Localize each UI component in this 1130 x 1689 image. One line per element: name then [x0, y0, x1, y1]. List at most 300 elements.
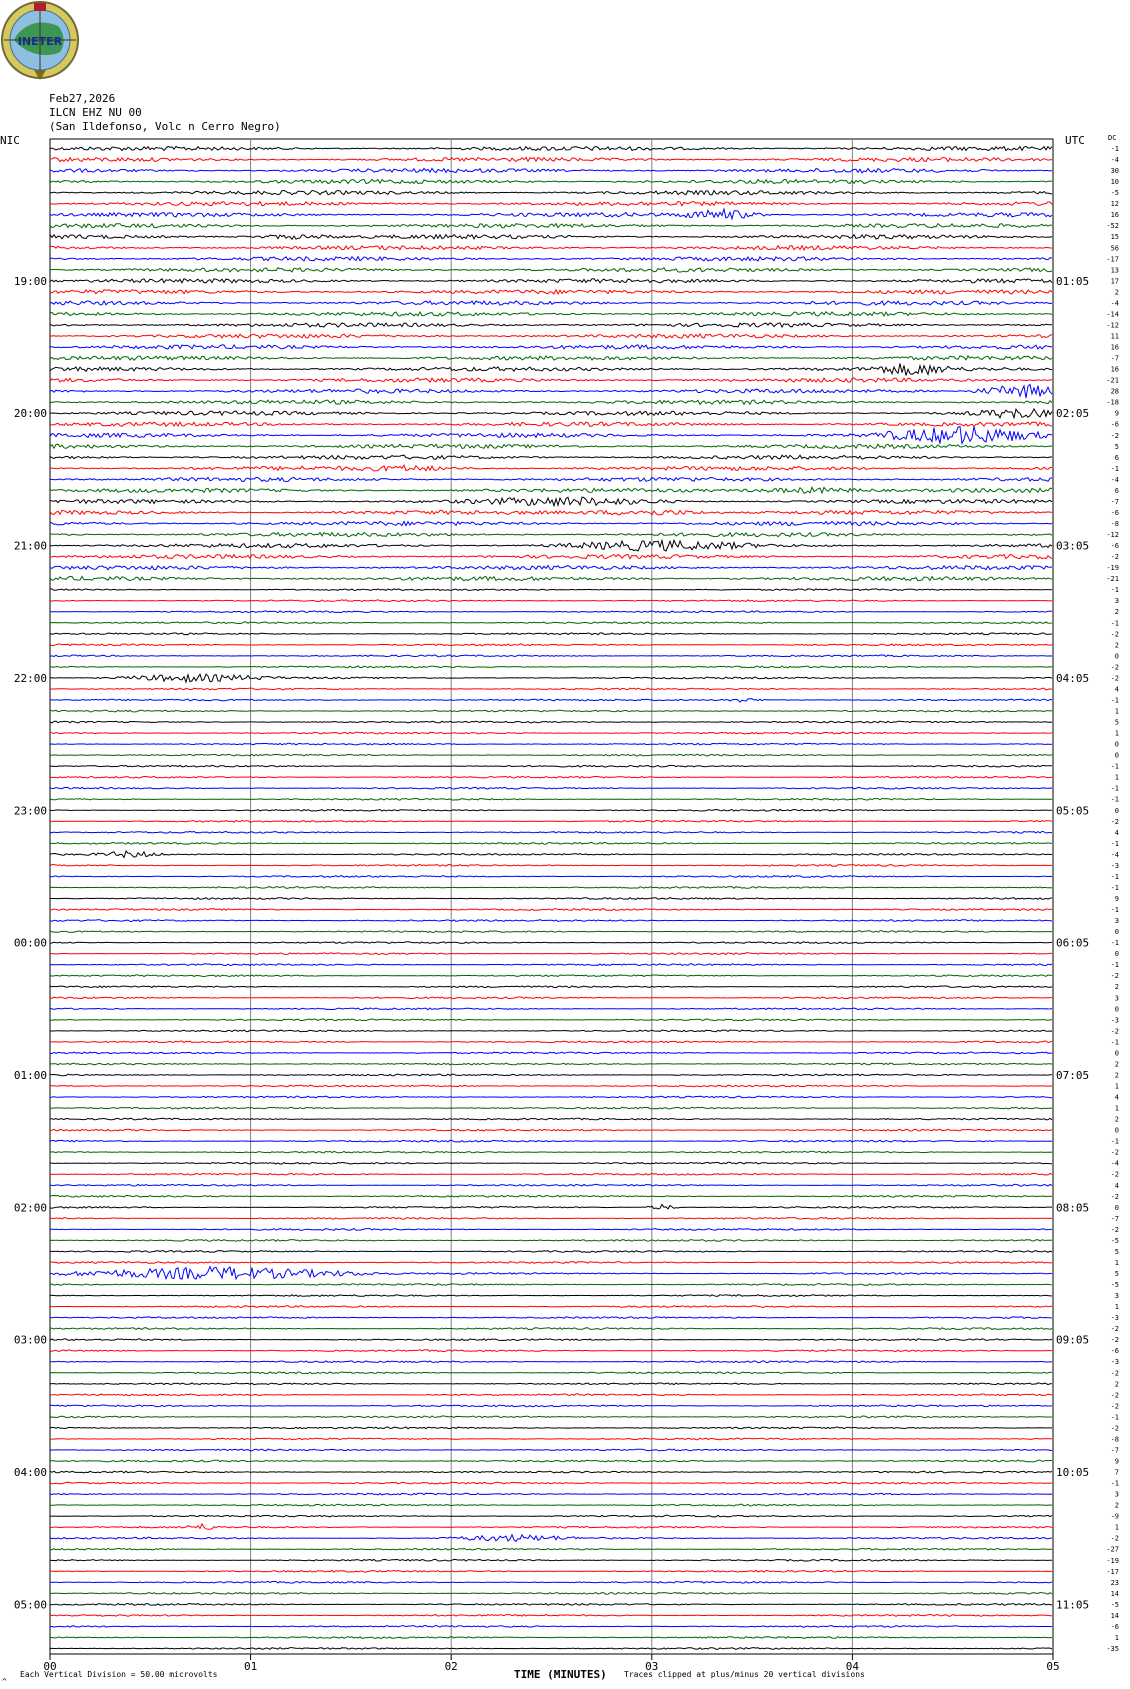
dc-offset-label: -1 — [1110, 1413, 1119, 1422]
dc-offset-label: 2 — [1114, 1501, 1119, 1510]
dc-offset-label: -9 — [1110, 1512, 1119, 1521]
seismic-trace — [50, 268, 1052, 272]
dc-offset-label: -4 — [1110, 299, 1119, 308]
dc-offset-label: 2 — [1114, 1115, 1119, 1124]
dc-offset-label: 4 — [1114, 828, 1119, 837]
seismic-trace — [50, 1427, 1052, 1429]
seismic-trace — [50, 920, 1052, 922]
corner-mark: ^ — [2, 1677, 7, 1686]
dc-offset-label: -6 — [1110, 1622, 1119, 1631]
seismic-trace — [50, 1063, 1052, 1065]
dc-offset-label: -2 — [1110, 1402, 1119, 1411]
seismic-trace — [50, 522, 1052, 526]
dc-offset-label: -3 — [1110, 1358, 1119, 1367]
x-tick-label: 04 — [845, 1660, 860, 1673]
seismic-trace — [50, 865, 1052, 867]
seismic-trace — [50, 820, 1052, 822]
dc-offset-label: -1 — [1110, 696, 1119, 705]
dc-offset-label: 1 — [1114, 1523, 1119, 1532]
dc-offset-label: 3 — [1114, 597, 1119, 606]
dc-offset-label: 2 — [1114, 1060, 1119, 1069]
dc-offset-label: 1 — [1114, 1104, 1119, 1113]
right-axis-title: UTC — [1065, 134, 1085, 147]
dc-offset-label: 0 — [1114, 740, 1119, 749]
seismic-trace — [50, 754, 1052, 756]
dc-offset-label: 9 — [1114, 895, 1119, 903]
dc-offset-label: 2 — [1114, 1380, 1119, 1389]
dc-offset-label: -1 — [1110, 939, 1119, 948]
dc-offset-label: -2 — [1110, 1170, 1119, 1179]
seismic-trace — [50, 831, 1052, 833]
dc-offset-label: -2 — [1110, 972, 1119, 981]
dc-offset-label: -1 — [1110, 586, 1119, 595]
seismic-trace — [50, 1372, 1052, 1374]
left-time-label: 20:00 — [13, 407, 47, 421]
dc-offset-label: 30 — [1110, 167, 1119, 176]
scale-note: Each Vertical Division = 50.00 microvolts — [20, 1670, 218, 1679]
seismic-trace — [50, 787, 1052, 789]
seismic-trace — [50, 1229, 1052, 1231]
dc-offset-label: 14 — [1110, 1611, 1119, 1620]
date-label: Feb27,2026 — [49, 92, 116, 105]
dc-header: DC — [1108, 134, 1117, 142]
dc-offset-label: 3 — [1114, 1490, 1119, 1499]
dc-offset-label: 1 — [1114, 1633, 1119, 1642]
dc-offset-label: 10 — [1110, 178, 1119, 187]
seismic-trace — [50, 1471, 1052, 1473]
dc-offset-label: -18 — [1106, 398, 1119, 407]
right-time-label: 09:05 — [1056, 1333, 1090, 1347]
seismic-trace — [50, 477, 1052, 481]
dc-offset-label: 2 — [1114, 608, 1119, 617]
seismic-trace — [50, 1267, 1052, 1280]
dc-offset-label: 2 — [1114, 641, 1119, 650]
seismic-trace — [50, 1218, 1052, 1220]
dc-offset-label: 12 — [1110, 200, 1119, 209]
dc-offset-label: 0 — [1114, 806, 1119, 815]
seismic-trace — [50, 290, 1052, 294]
seismic-trace — [50, 1107, 1052, 1109]
seismic-trace — [50, 1416, 1052, 1418]
dc-offset-label: 2 — [1114, 1071, 1119, 1080]
dc-offset-label: -1 — [1110, 619, 1119, 628]
dc-offset-label: -1 — [1110, 1479, 1119, 1488]
seismic-trace — [50, 1515, 1052, 1517]
seismic-trace — [50, 555, 1052, 559]
seismic-trace — [50, 1096, 1052, 1098]
dc-offset-label: 4 — [1114, 1093, 1119, 1102]
dc-offset-label: 11 — [1110, 332, 1119, 341]
dc-offset-label: 28 — [1110, 387, 1119, 396]
dc-offset-label: -2 — [1110, 1325, 1119, 1334]
x-tick-label: 05 — [1046, 1660, 1060, 1673]
seismic-trace — [50, 1184, 1052, 1186]
seismic-trace — [50, 688, 1052, 690]
dc-offset-label: -4 — [1110, 475, 1119, 484]
dc-offset-label: -1 — [1110, 1137, 1119, 1146]
seismic-trace — [50, 1449, 1052, 1451]
dc-offset-label: -2 — [1110, 817, 1119, 826]
seismic-trace — [50, 384, 1052, 398]
dc-offset-label: -19 — [1106, 1556, 1119, 1565]
dc-offset-label: 2 — [1114, 983, 1119, 992]
seismic-trace — [50, 1394, 1052, 1396]
right-time-label: 05:05 — [1056, 804, 1090, 818]
dc-offset-label: -2 — [1110, 431, 1119, 440]
seismic-trace — [50, 655, 1052, 657]
seismic-trace — [50, 224, 1052, 228]
dc-offset-label: 1 — [1114, 773, 1119, 782]
dc-offset-label: 5 — [1114, 1247, 1119, 1256]
dc-offset-label: 0 — [1114, 950, 1119, 959]
seismic-trace — [50, 179, 1052, 183]
dc-offset-label: -21 — [1106, 376, 1119, 385]
seismic-trace — [50, 644, 1052, 646]
left-time-label: 19:00 — [13, 274, 47, 288]
seismic-trace — [50, 400, 1052, 404]
dc-offset-label: -4 — [1110, 850, 1119, 859]
dc-offset-label: -12 — [1106, 531, 1119, 540]
dc-offset-label: 3 — [1114, 994, 1119, 1003]
seismic-trace — [50, 1019, 1052, 1021]
seismic-trace — [50, 1151, 1052, 1153]
left-time-label: 04:00 — [13, 1466, 47, 1480]
dc-offset-label: -7 — [1110, 1214, 1119, 1223]
seismic-trace — [50, 168, 1052, 172]
seismic-trace — [50, 1118, 1052, 1120]
x-tick-label: 03 — [645, 1660, 659, 1673]
dc-offset-label: 56 — [1110, 244, 1119, 253]
seismic-trace — [50, 409, 1052, 418]
dc-offset-label: -2 — [1110, 1336, 1119, 1345]
seismic-trace — [50, 209, 1052, 219]
seismic-trace — [50, 279, 1052, 283]
seismic-trace — [50, 1524, 1052, 1529]
right-time-label: 08:05 — [1056, 1201, 1090, 1215]
dc-offset-label: -2 — [1110, 674, 1119, 683]
dc-offset-label: 2 — [1114, 288, 1119, 297]
dc-offset-label: 15 — [1110, 233, 1119, 242]
dc-offset-label: 0 — [1114, 1005, 1119, 1014]
seismic-trace — [50, 809, 1052, 811]
seismic-trace — [50, 444, 1052, 448]
seismic-trace — [50, 898, 1052, 900]
dc-offset-label: -17 — [1106, 1567, 1119, 1576]
left-time-label: 02:00 — [13, 1201, 47, 1215]
seismic-trace — [50, 1295, 1052, 1297]
dc-offset-label: -4 — [1110, 1159, 1119, 1168]
dc-offset-label: 1 — [1114, 707, 1119, 716]
seismic-trace — [50, 1535, 1052, 1542]
seismic-trace — [50, 1195, 1052, 1197]
dc-offset-label: -7 — [1110, 1446, 1119, 1455]
dc-offset-label: -2 — [1110, 1027, 1119, 1036]
logo-text: INETER — [17, 35, 63, 48]
dc-offset-label: -7 — [1110, 354, 1119, 363]
seismic-trace — [50, 710, 1052, 712]
x-tick-label: 01 — [243, 1660, 258, 1673]
seismic-trace — [50, 1637, 1052, 1639]
dc-offset-label: -52 — [1106, 222, 1119, 231]
dc-offset-label: 13 — [1110, 266, 1119, 275]
seismic-trace — [50, 1626, 1052, 1628]
dc-offset-label: 4 — [1114, 685, 1119, 694]
seismic-trace — [50, 1405, 1052, 1407]
seismic-trace — [50, 533, 1052, 537]
dc-offset-label: 5 — [1114, 718, 1119, 727]
seismic-trace — [50, 422, 1052, 426]
seismic-trace — [50, 1460, 1052, 1462]
dc-offset-label: -1 — [1110, 906, 1119, 915]
seismic-trace — [50, 1615, 1052, 1617]
seismic-trace — [50, 1317, 1052, 1319]
right-time-label: 03:05 — [1056, 539, 1090, 553]
left-time-label: 03:00 — [13, 1333, 47, 1347]
seismic-trace — [50, 257, 1052, 261]
dc-offset-label: -5 — [1110, 189, 1119, 198]
dc-offset-label: -1 — [1110, 961, 1119, 970]
seismic-trace — [50, 455, 1052, 459]
seismic-trace — [50, 235, 1052, 240]
seismic-trace — [50, 732, 1052, 734]
seismic-trace — [50, 1140, 1052, 1142]
dc-offset-label: -1 — [1110, 1038, 1119, 1047]
seismic-trace — [50, 843, 1052, 845]
seismic-trace — [50, 1361, 1052, 1363]
dc-offset-label: 6 — [1114, 486, 1119, 495]
seismic-trace — [50, 798, 1052, 800]
dc-offset-label: -5 — [1110, 1281, 1119, 1290]
seismic-trace — [50, 1074, 1052, 1076]
right-time-label: 10:05 — [1056, 1466, 1090, 1480]
dc-offset-label: 7 — [1114, 1468, 1119, 1477]
seismic-trace — [50, 942, 1052, 944]
seismic-trace — [50, 1593, 1052, 1595]
dc-offset-label: -1 — [1110, 883, 1119, 892]
right-time-label: 04:05 — [1056, 671, 1090, 685]
plot-frame — [50, 139, 1053, 1654]
dc-offset-label: 0 — [1114, 1049, 1119, 1058]
seismic-trace — [50, 1173, 1052, 1175]
seismic-trace — [50, 1052, 1052, 1054]
dc-offset-label: -8 — [1110, 520, 1119, 529]
seismic-trace — [50, 699, 1052, 702]
left-time-label: 22:00 — [13, 671, 47, 685]
seismic-trace — [50, 1504, 1052, 1506]
seismic-trace — [50, 1548, 1052, 1550]
seismic-trace — [50, 1085, 1052, 1087]
seismic-trace — [50, 765, 1052, 767]
seismic-trace — [50, 1581, 1052, 1583]
seismic-trace — [50, 246, 1052, 250]
dc-offset-label: -8 — [1110, 1435, 1119, 1444]
seismic-trace — [50, 566, 1052, 570]
dc-offset-label: 16 — [1110, 211, 1119, 220]
dc-offset-label: 0 — [1114, 751, 1119, 760]
dc-offset-label: -2 — [1110, 1225, 1119, 1234]
clip-note: Traces clipped at plus/minus 20 vertical divisions — [624, 1670, 865, 1679]
dc-offset-label: -6 — [1110, 542, 1119, 551]
seismic-trace — [50, 876, 1052, 878]
x-axis-title: TIME (MINUTES) — [514, 1668, 607, 1681]
seismic-trace — [50, 1162, 1052, 1164]
station-label: ILCN EHZ NU 00 — [49, 106, 142, 119]
dc-offset-label: 1 — [1114, 1082, 1119, 1091]
seismic-trace — [50, 1438, 1052, 1440]
dc-offset-label: 17 — [1110, 277, 1119, 286]
seismic-trace — [50, 1240, 1052, 1242]
seismic-trace — [50, 1482, 1052, 1484]
location-label: (San Ildefonso, Volc n Cerro Negro) — [49, 120, 281, 133]
seismic-trace — [50, 997, 1052, 999]
seismic-trace — [50, 378, 1052, 382]
dc-offset-label: -1 — [1110, 872, 1119, 881]
dc-offset-label: 16 — [1110, 343, 1119, 352]
dc-offset-label: -5 — [1110, 1600, 1119, 1609]
dc-offset-label: -2 — [1110, 630, 1119, 639]
seismic-trace — [50, 146, 1052, 150]
dc-offset-label: 0 — [1114, 928, 1119, 937]
dc-offset-label: -1 — [1110, 145, 1119, 154]
seismic-trace — [50, 589, 1052, 591]
seismic-trace — [50, 465, 1052, 471]
seismic-trace — [50, 1339, 1052, 1341]
seismic-trace — [50, 577, 1052, 581]
seismic-trace — [50, 1604, 1052, 1606]
dc-offset-label: -27 — [1106, 1545, 1119, 1554]
seismic-trace — [50, 975, 1052, 977]
dc-offset-label: -21 — [1106, 575, 1119, 584]
seismic-trace — [50, 1008, 1052, 1010]
seismic-trace — [50, 510, 1052, 515]
seismic-trace — [50, 1205, 1052, 1210]
dc-offset-label: -6 — [1110, 420, 1119, 429]
seismic-trace — [50, 964, 1052, 966]
dc-offset-label: -2 — [1110, 663, 1119, 672]
seismic-trace — [50, 851, 1052, 857]
dc-offset-label: -1 — [1110, 784, 1119, 793]
seismic-trace — [50, 887, 1052, 889]
left-time-label: 00:00 — [13, 936, 47, 950]
seismic-trace — [50, 931, 1052, 933]
dc-offset-label: -1 — [1110, 839, 1119, 848]
seismic-trace — [50, 1284, 1052, 1286]
x-tick-label: 02 — [444, 1660, 458, 1673]
dc-offset-label: 14 — [1110, 1589, 1119, 1598]
seismic-trace — [50, 540, 1052, 551]
dc-offset-label: 1 — [1114, 1258, 1119, 1267]
dc-offset-label: -1 — [1110, 795, 1119, 804]
seismic-trace — [50, 674, 1052, 682]
dc-offset-label: 16 — [1110, 365, 1119, 374]
dc-offset-label: 0 — [1114, 1126, 1119, 1135]
dc-offset-label: 9 — [1114, 409, 1119, 418]
seismic-trace — [50, 1041, 1052, 1043]
dc-offset-label: -6 — [1110, 508, 1119, 517]
seismic-trace — [50, 345, 1052, 349]
seismic-trace — [50, 202, 1052, 206]
dc-offset-label: 5 — [1114, 442, 1119, 451]
seismic-trace — [50, 743, 1052, 745]
dc-offset-label: -1 — [1110, 762, 1119, 771]
dc-offset-label: -2 — [1110, 1424, 1119, 1433]
dc-offset-label: 23 — [1110, 1578, 1119, 1587]
seismic-trace — [50, 986, 1052, 988]
seismic-trace — [50, 666, 1052, 668]
right-time-label: 06:05 — [1056, 936, 1090, 950]
left-time-label: 05:00 — [13, 1598, 47, 1612]
dc-offset-label: -3 — [1110, 861, 1119, 870]
right-time-label: 01:05 — [1056, 274, 1090, 288]
right-time-label: 02:05 — [1056, 407, 1090, 421]
dc-offset-label: 5 — [1114, 1269, 1119, 1278]
dc-offset-label: -17 — [1106, 255, 1119, 264]
dc-offset-label: 3 — [1114, 917, 1119, 926]
dc-offset-label: -4 — [1110, 156, 1119, 165]
seismic-trace — [50, 1383, 1052, 1385]
dc-offset-label: 4 — [1114, 1181, 1119, 1190]
seismic-trace — [50, 323, 1052, 327]
dc-offset-label: -35 — [1106, 1644, 1119, 1653]
seismic-trace — [50, 1262, 1052, 1264]
seismic-trace — [50, 1570, 1052, 1572]
seismic-trace — [50, 426, 1052, 443]
dc-offset-label: -2 — [1110, 1192, 1119, 1201]
dc-offset-label: -2 — [1110, 1391, 1119, 1400]
seismic-trace — [50, 1493, 1052, 1495]
seismic-trace — [50, 356, 1052, 360]
seismic-trace — [50, 622, 1052, 624]
seismic-trace — [50, 497, 1052, 506]
right-time-label: 11:05 — [1056, 1598, 1090, 1612]
dc-offset-label: -1 — [1110, 464, 1119, 473]
dc-offset-label: -6 — [1110, 1347, 1119, 1356]
seismic-trace — [50, 1129, 1052, 1131]
seismic-trace — [50, 312, 1052, 316]
dc-offset-label: -7 — [1110, 497, 1119, 506]
seismic-trace — [50, 158, 1052, 162]
seismic-trace — [50, 1030, 1052, 1032]
dc-offset-label: 1 — [1114, 729, 1119, 738]
left-time-label: 01:00 — [13, 1068, 47, 1082]
seismic-trace — [50, 776, 1052, 778]
dc-offset-label: -3 — [1110, 1016, 1119, 1025]
dc-offset-label: -5 — [1110, 1236, 1119, 1245]
right-time-label: 07:05 — [1056, 1068, 1090, 1082]
dc-offset-label: -2 — [1110, 553, 1119, 562]
seismic-trace — [50, 633, 1052, 635]
dc-offset-label: 9 — [1114, 1457, 1119, 1466]
seismic-trace — [50, 1648, 1052, 1650]
seismic-trace — [50, 721, 1052, 723]
seismic-trace — [50, 1328, 1052, 1330]
seismic-trace — [50, 301, 1052, 305]
seismic-trace — [50, 600, 1052, 602]
seismic-trace — [50, 487, 1052, 493]
dc-offset-label: -2 — [1110, 1534, 1119, 1543]
dc-offset-label: 0 — [1114, 652, 1119, 661]
dc-offset-label: 0 — [1114, 1203, 1119, 1212]
seismic-trace — [50, 191, 1052, 195]
seismic-trace — [50, 1350, 1052, 1352]
dc-offset-label: -3 — [1110, 1314, 1119, 1323]
left-time-label: 21:00 — [13, 539, 47, 553]
seismic-trace — [50, 1559, 1052, 1561]
dc-offset-label: -19 — [1106, 564, 1119, 573]
dc-offset-label: -14 — [1106, 310, 1119, 319]
dc-offset-label: 1 — [1114, 1303, 1119, 1312]
seismic-trace — [50, 1251, 1052, 1253]
